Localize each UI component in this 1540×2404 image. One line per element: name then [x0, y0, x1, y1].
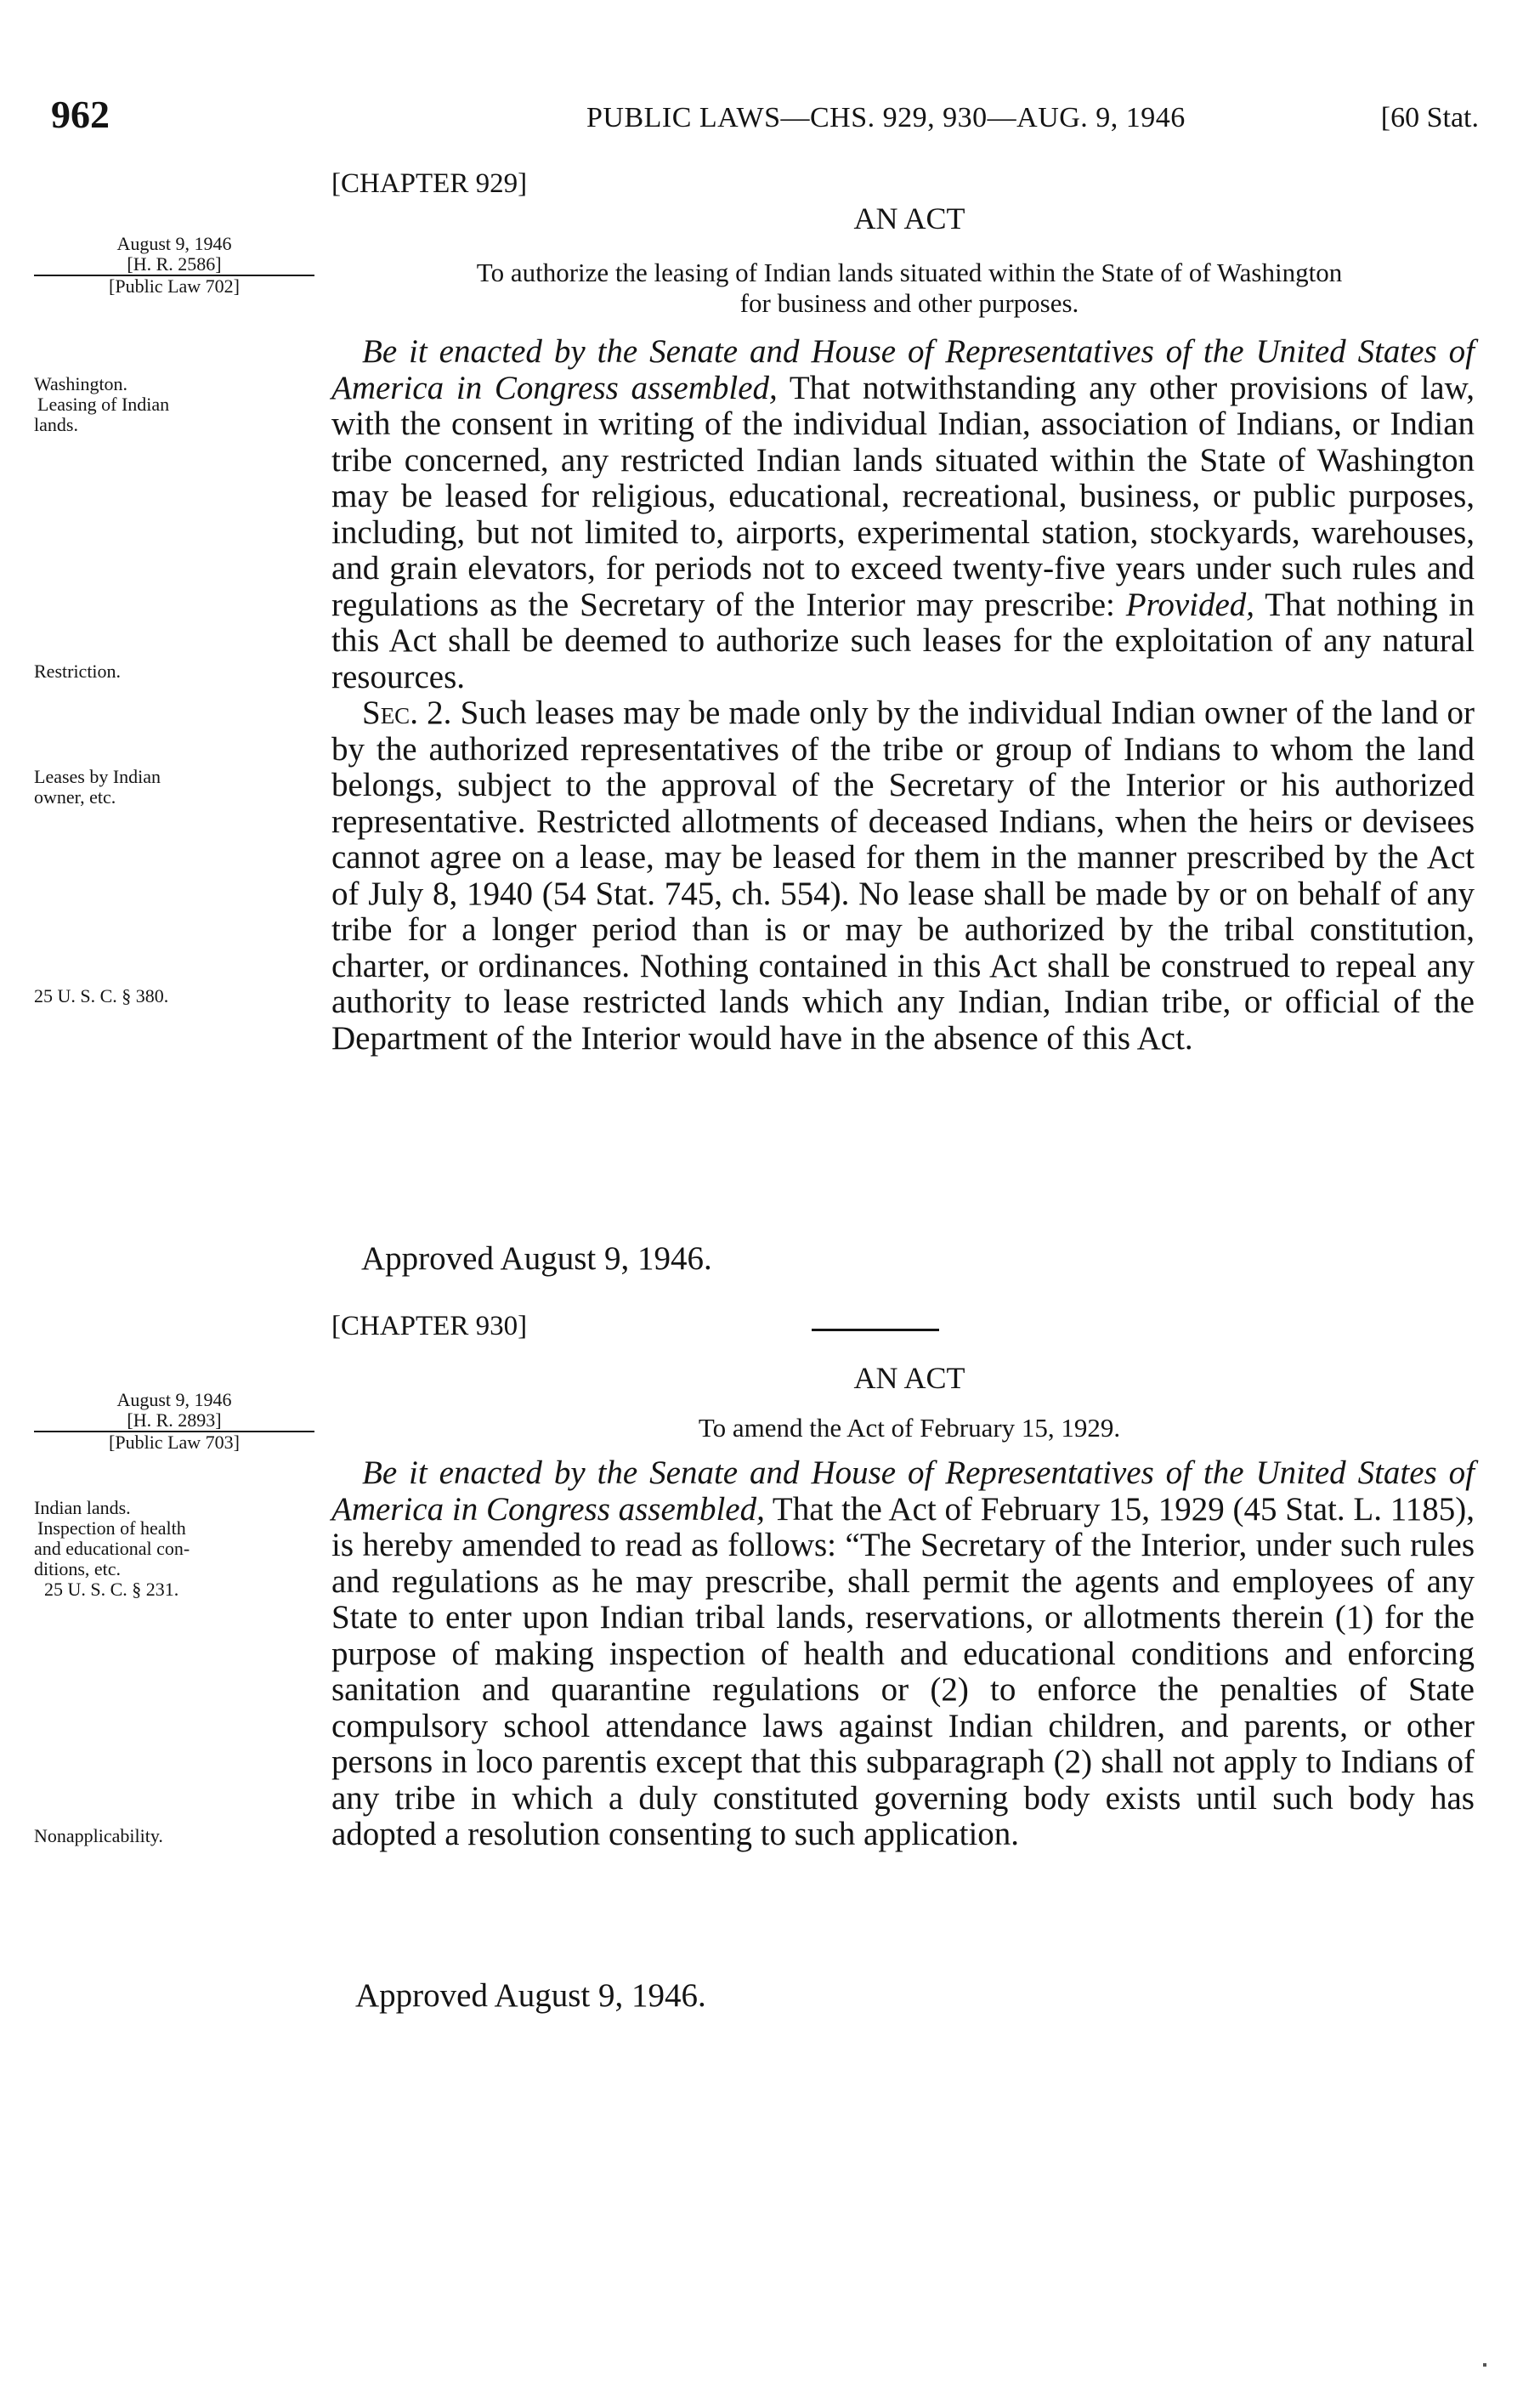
margin-note-indian-lands [34, 1498, 314, 1600]
margin-note-leases [34, 767, 314, 808]
section-2-text: Such leases may be made only by the individual Indian owner of the land or by the authorized representatives of the tribe or group of Indians to whom the land belongs, subject to the approval of the Secretary of the Interior or his authorized representative. Restricted allotments of deceased Indians, when the heirs or devisees cannot agree on a lease, may be leased for them in the manner prescribed by the Act of July 8, 1940 (54 Stat. 745, ch. 554). No lease shall be made by or on behalf of any tribe for a longer period than is or may be authorized by the tribal constitution, charter, or ordinances. Nothing contained in this Act shall be construed to repeal any authority to lease restricted lands which any Indian, Indian tribe, or official of the Department of the Interior would have in the absence of this Act. [331, 695, 1475, 1057]
chapter-930-act-label: AN ACT [853, 1361, 965, 1395]
margin-note-line: Inspection of health [37, 1517, 186, 1539]
chapter-930-approved: Approved August 9, 1946. [355, 1977, 706, 2014]
chapter-930-section [331, 1455, 1475, 1853]
chapter-929-title-line-2: for business and other purposes. [739, 288, 1079, 318]
volume-reference: [60 Stat. [1380, 102, 1479, 133]
chapter-929-margin-citation [34, 234, 314, 297]
scan-speck [1483, 2363, 1486, 2367]
section-2-label: Sec. 2. [362, 695, 452, 731]
margin-date: August 9, 1946 [116, 233, 232, 254]
margin-note-line: lands. [34, 414, 78, 435]
amendment-text-before: That the Act of February 15, 1929 (45 Stat. L. 1185), is hereby amended to read as follows: “The Secretary of the Interior, under such rules and regulations as he may prescribe, shall permit the agents and employees of any State to enter upon Indian tribal lands, reservations, or allotments therein (1) for the purpose of making inspection of health and educational conditions and enforcing sanitation and quarantine regulations or (2) to enforce the penalties of State compulsory school attendance laws against Indian children, and parents, or other persons in [331, 1490, 1475, 1780]
margin-note-washington [34, 374, 314, 435]
margin-date: August 9, 1946 [116, 1389, 232, 1410]
chapter-929-act-label: AN ACT [853, 201, 965, 235]
page-number: 962 [51, 93, 110, 136]
margin-note-line: Washington. [34, 373, 128, 394]
chapter-930-margin-citation [34, 1390, 314, 1453]
margin-note-line: Indian lands. [34, 1497, 131, 1518]
page-header [51, 92, 1479, 143]
margin-public-law: [Public Law 702] [109, 275, 240, 297]
chapter-930-body [331, 1455, 1475, 1853]
margin-note-nonapplicability: Nonapplicability. [34, 1825, 163, 1846]
chapter-929-title-line-1: To authorize the leasing of Indian lands situated within the State of of Washington [476, 258, 1343, 287]
margin-public-law: [Public Law 703] [109, 1432, 240, 1453]
margin-note-line: ditions, etc. [34, 1558, 122, 1579]
margin-note-line: Leases by Indian [34, 766, 161, 787]
chapter-930-title: To amend the Act of February 15, 1929. [698, 1413, 1121, 1443]
chapter-929-label: [CHAPTER 929] [331, 168, 528, 199]
amendment-text-after: except that this subparagraph (2) shall not apply to Indians of any tribe in which a duly constituted governing body exists until such body has adopted a resolution consenting to such application. [331, 1743, 1475, 1852]
section-2 [331, 695, 1475, 1057]
margin-bill-number: [H. R. 2586] [34, 254, 314, 276]
running-title: PUBLIC LAWS—CHS. 929, 930—AUG. 9, 1946 [586, 102, 1186, 133]
margin-bill-number: [H. R. 2893] [34, 1410, 314, 1432]
chapter-separator-rule [812, 1329, 939, 1331]
margin-note-usc-231: 25 U. S. C. § 231. [44, 1579, 179, 1600]
enacting-clause: Be it enacted by the Senate and House of Representatives of the United States of America in Congress assembled, [331, 333, 1475, 406]
chapter-929-title [331, 258, 1487, 319]
margin-note-line: Leasing of Indian [37, 394, 170, 415]
latin-phrase: loco parentis [476, 1743, 648, 1780]
chapter-929-approved: Approved August 9, 1946. [361, 1240, 712, 1277]
margin-note-usc-380: 25 U. S. C. § 380. [34, 985, 169, 1006]
section-1-text: That notwithstanding any other provisions of law, with the consent in writing of the individual Indian, association of Indians, or Indian tribe concerned, any restricted Indian lands situated within the State of Washington may be leased for religious, educational, recreational, business, or public purposes, including, but not limited to, airports, experimental station, stockyards, warehouses, and grain elevators, for periods not to exceed twenty-five years under such rules and regulations as the Secretary of the Interior may prescribe: [331, 369, 1475, 623]
proviso-text: That nothing in this Act shall be deemed to authorize such leases for the exploitation of any natural resources. [331, 586, 1475, 695]
section-1 [331, 334, 1475, 695]
margin-note-line: and educational con- [34, 1538, 190, 1559]
enacting-clause: Be it enacted by the Senate and House of Representatives of the United States of America in Congress assembled, [331, 1454, 1475, 1528]
proviso-label: Provided, [1125, 586, 1255, 623]
margin-note-line: owner, etc. [34, 786, 116, 808]
chapter-930-label: [CHAPTER 930] [331, 1311, 528, 1341]
margin-note-restriction: Restriction. [34, 661, 122, 682]
chapter-929-body [331, 334, 1475, 1057]
